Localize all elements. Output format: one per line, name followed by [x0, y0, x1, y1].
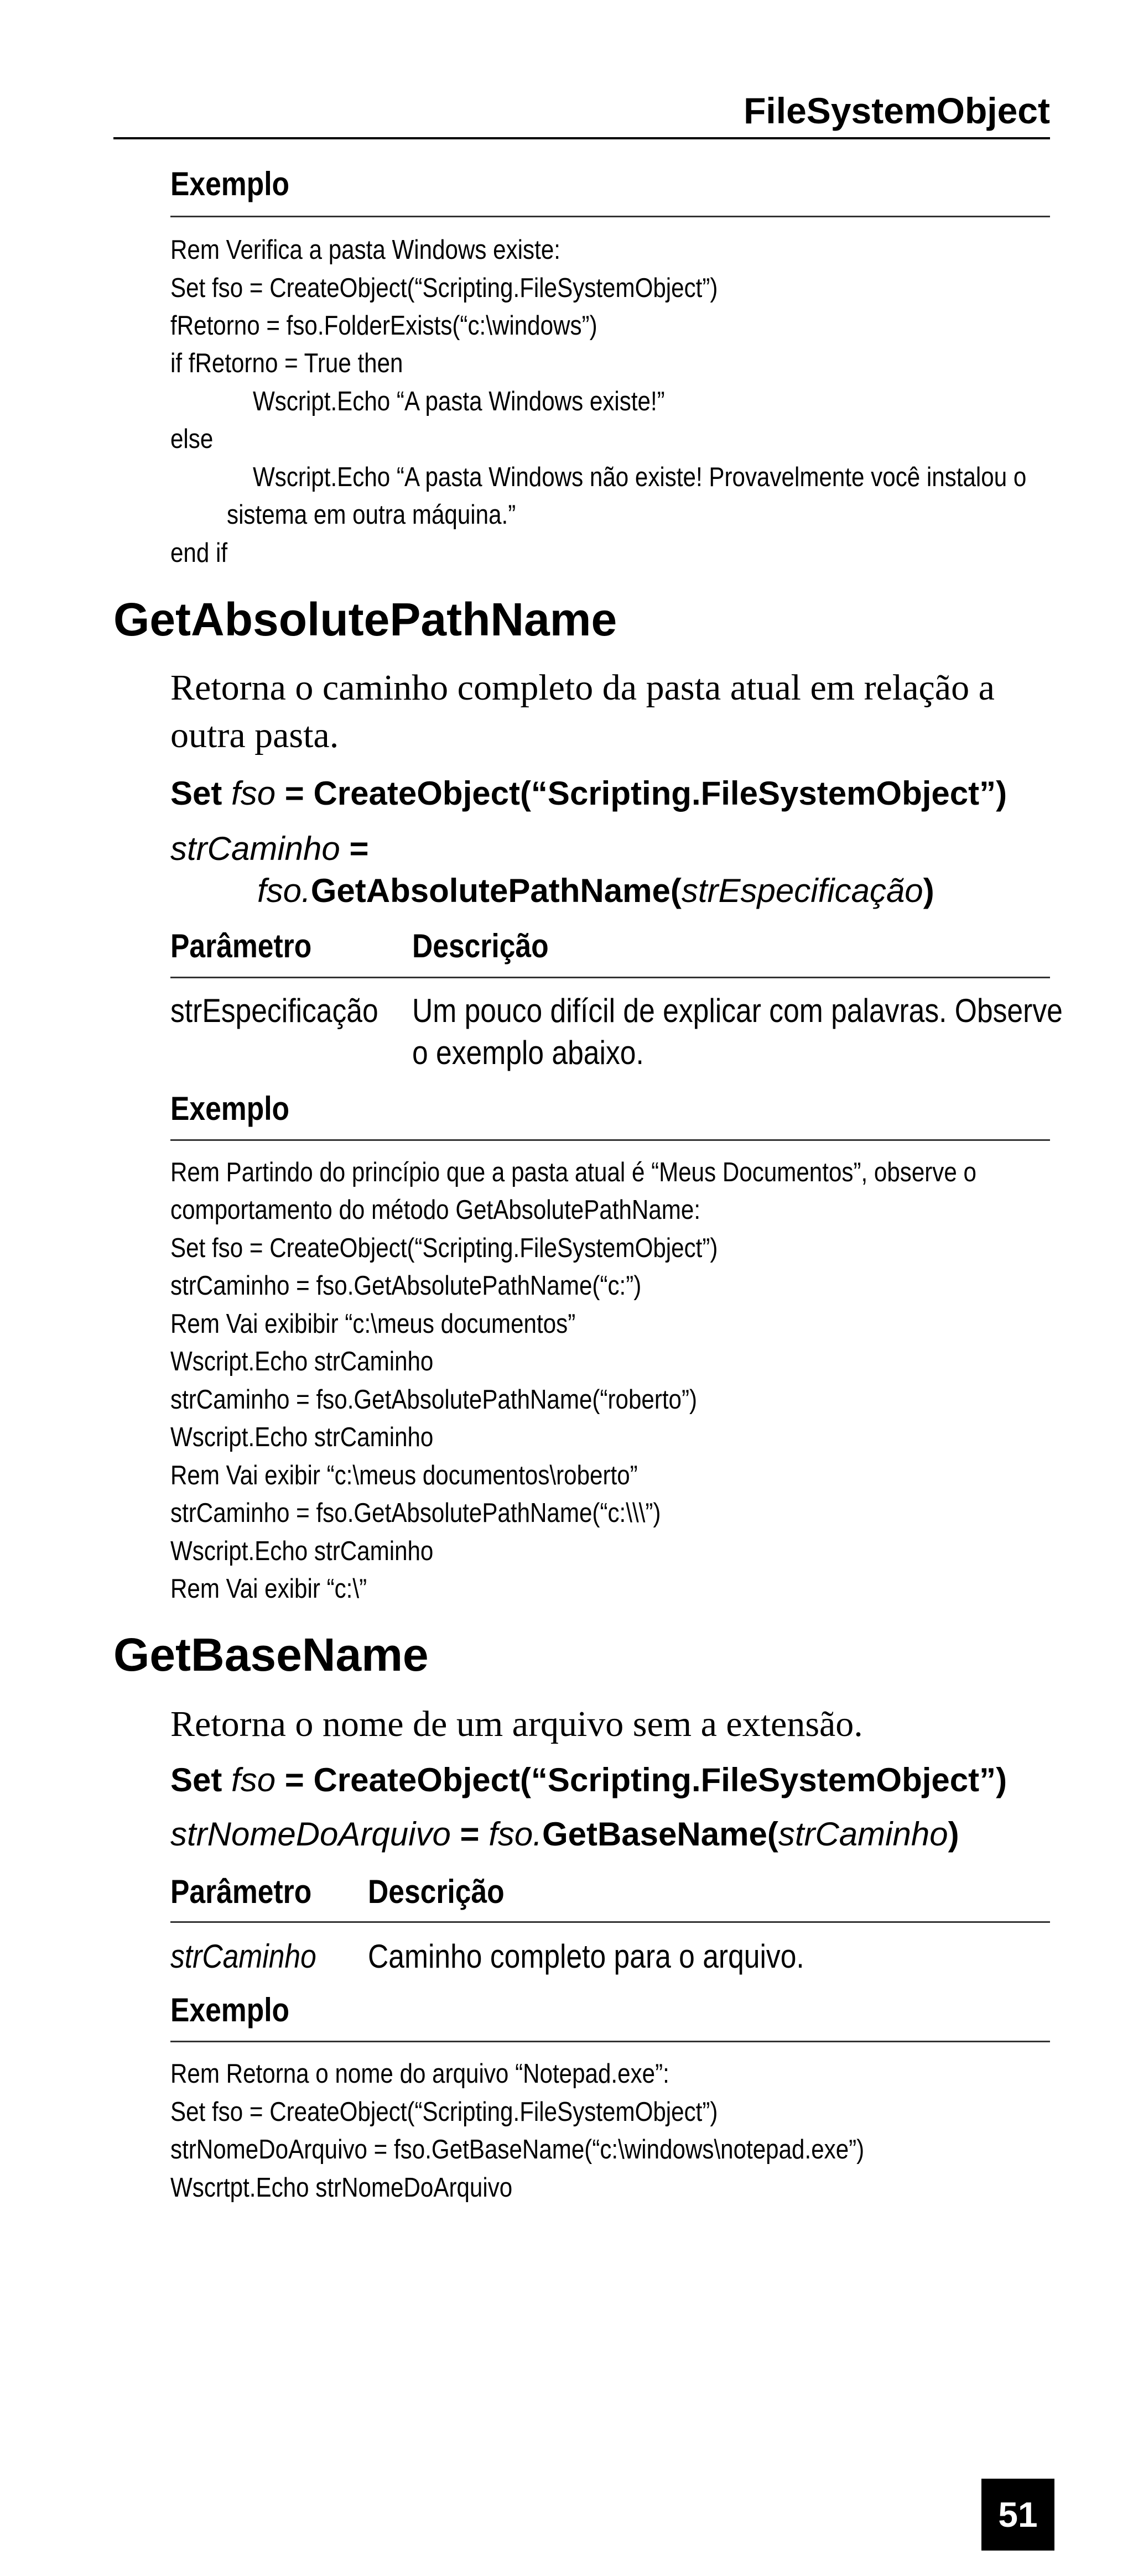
section-description: Retorna o nome de um arquivo sem a extensão.	[170, 1704, 863, 1744]
example-rule	[170, 1139, 1050, 1141]
syntax-variable: strCaminho	[170, 830, 340, 867]
code-line: Wscript.Echo “A pasta Windows existe!”	[253, 387, 665, 416]
code-line: Set fso = CreateObject(“Scripting.FileSystemObject”)	[170, 2097, 718, 2127]
syntax-object: fso.	[257, 872, 311, 909]
code-line: Rem Vai exibibir “c:\meus documentos”	[170, 1309, 576, 1339]
code-line: Rem Retorna o nome do arquivo “Notepad.exe”:	[170, 2059, 669, 2089]
table-header-param: Parâmetro	[170, 1873, 312, 1910]
syntax-variable: fso	[231, 1761, 276, 1798]
table-header-param: Parâmetro	[170, 927, 312, 964]
syntax-close: )	[923, 872, 934, 909]
code-line: Wscript.Echo strCaminho	[170, 1347, 434, 1376]
example-rule	[170, 216, 1050, 217]
code-line: Set fso = CreateObject(“Scripting.FileSystemObject”)	[170, 1233, 718, 1263]
code-line: Wscrtpt.Echo strNomeDoArquivo	[170, 2173, 513, 2203]
code-line: Set fso = CreateObject(“Scripting.FileSystemObject”)	[170, 273, 718, 303]
example-rule	[170, 2041, 1050, 2042]
syntax-method	[257, 872, 934, 910]
syntax-object: fso.	[488, 1816, 542, 1853]
code-line: Rem Vai exibir “c:\”	[170, 1574, 367, 1604]
code-line: strCaminho = fso.GetAbsolutePathName(“c:”)	[170, 1271, 642, 1301]
code-line: fRetorno = fso.FolderExists(“c:\windows”)	[170, 311, 597, 341]
code-line: sistema em outra máquina.”	[227, 500, 516, 530]
code-line: Wscript.Echo “A pasta Windows não existe! Provavelmente você instalou o	[253, 462, 1027, 492]
code-line: Rem Partindo do princípio que a pasta atual é “Meus Documentos”, observe o	[170, 1157, 976, 1187]
syntax-argument: strCaminho	[778, 1816, 948, 1853]
running-head: FileSystemObject	[744, 90, 1050, 131]
code-line: strCaminho = fso.GetAbsolutePathName(“c:\\\”)	[170, 1498, 661, 1528]
syntax-close: )	[948, 1816, 959, 1853]
code-line: end if	[170, 538, 228, 568]
code-line: Rem Verifica a pasta Windows existe:	[170, 235, 560, 265]
table-header-desc: Descrição	[412, 927, 549, 964]
section-description: outra pasta.	[170, 715, 339, 755]
table-header-desc: Descrição	[368, 1873, 505, 1910]
syntax-operator: =	[460, 1816, 480, 1853]
code-line: Rem Vai exibir “c:\meus documentos\roberto”	[170, 1461, 638, 1490]
syntax-variable: strNomeDoArquivo	[170, 1816, 451, 1853]
code-line: comportamento do método GetAbsolutePathName:	[170, 1195, 701, 1225]
code-line: else	[170, 424, 214, 454]
syntax-method-name: GetBaseName(	[542, 1816, 778, 1853]
syntax-call: = CreateObject(“Scripting.FileSystemObject”)	[284, 1761, 1007, 1798]
example-label: Exemplo	[170, 1991, 290, 2029]
table-rule	[170, 977, 1050, 978]
section-title-getbasename: GetBaseName	[113, 1629, 429, 1681]
syntax-set	[170, 774, 1007, 812]
syntax-argument: strEspecificação	[681, 872, 923, 909]
code-line: if fRetorno = True then	[170, 348, 403, 378]
syntax-assign	[170, 1815, 959, 1853]
table-param: strCaminho	[170, 1938, 316, 1975]
example-label: Exemplo	[170, 165, 290, 202]
code-line: Wscript.Echo strCaminho	[170, 1536, 434, 1566]
table-desc: o exemplo abaixo.	[412, 1034, 644, 1071]
header-rule	[113, 137, 1050, 139]
syntax-operator: =	[349, 830, 369, 867]
table-param: strEspecificação	[170, 992, 378, 1029]
page-number: 51	[981, 2479, 1054, 2551]
syntax-variable: fso	[231, 775, 276, 812]
syntax-keyword: Set	[170, 775, 222, 812]
example-label: Exemplo	[170, 1090, 290, 1127]
code-line: strNomeDoArquivo = fso.GetBaseName(“c:\windows\notepad.exe”)	[170, 2135, 865, 2165]
syntax-call: = CreateObject(“Scripting.FileSystemObject”)	[284, 775, 1007, 812]
section-description: Retorna o caminho completo da pasta atual em relação a	[170, 668, 995, 708]
table-desc: Um pouco difícil de explicar com palavras. Observe	[412, 992, 1063, 1029]
table-rule	[170, 1921, 1050, 1923]
syntax-set	[170, 1761, 1007, 1799]
code-line: Wscript.Echo strCaminho	[170, 1422, 434, 1452]
code-line: strCaminho = fso.GetAbsolutePathName(“roberto”)	[170, 1385, 698, 1415]
syntax-keyword: Set	[170, 1761, 222, 1798]
syntax-method-name: GetAbsolutePathName(	[310, 872, 682, 909]
section-title-getabsolutepathname: GetAbsolutePathName	[113, 593, 617, 645]
table-desc: Caminho completo para o arquivo.	[368, 1938, 804, 1975]
syntax-assign	[170, 830, 369, 868]
